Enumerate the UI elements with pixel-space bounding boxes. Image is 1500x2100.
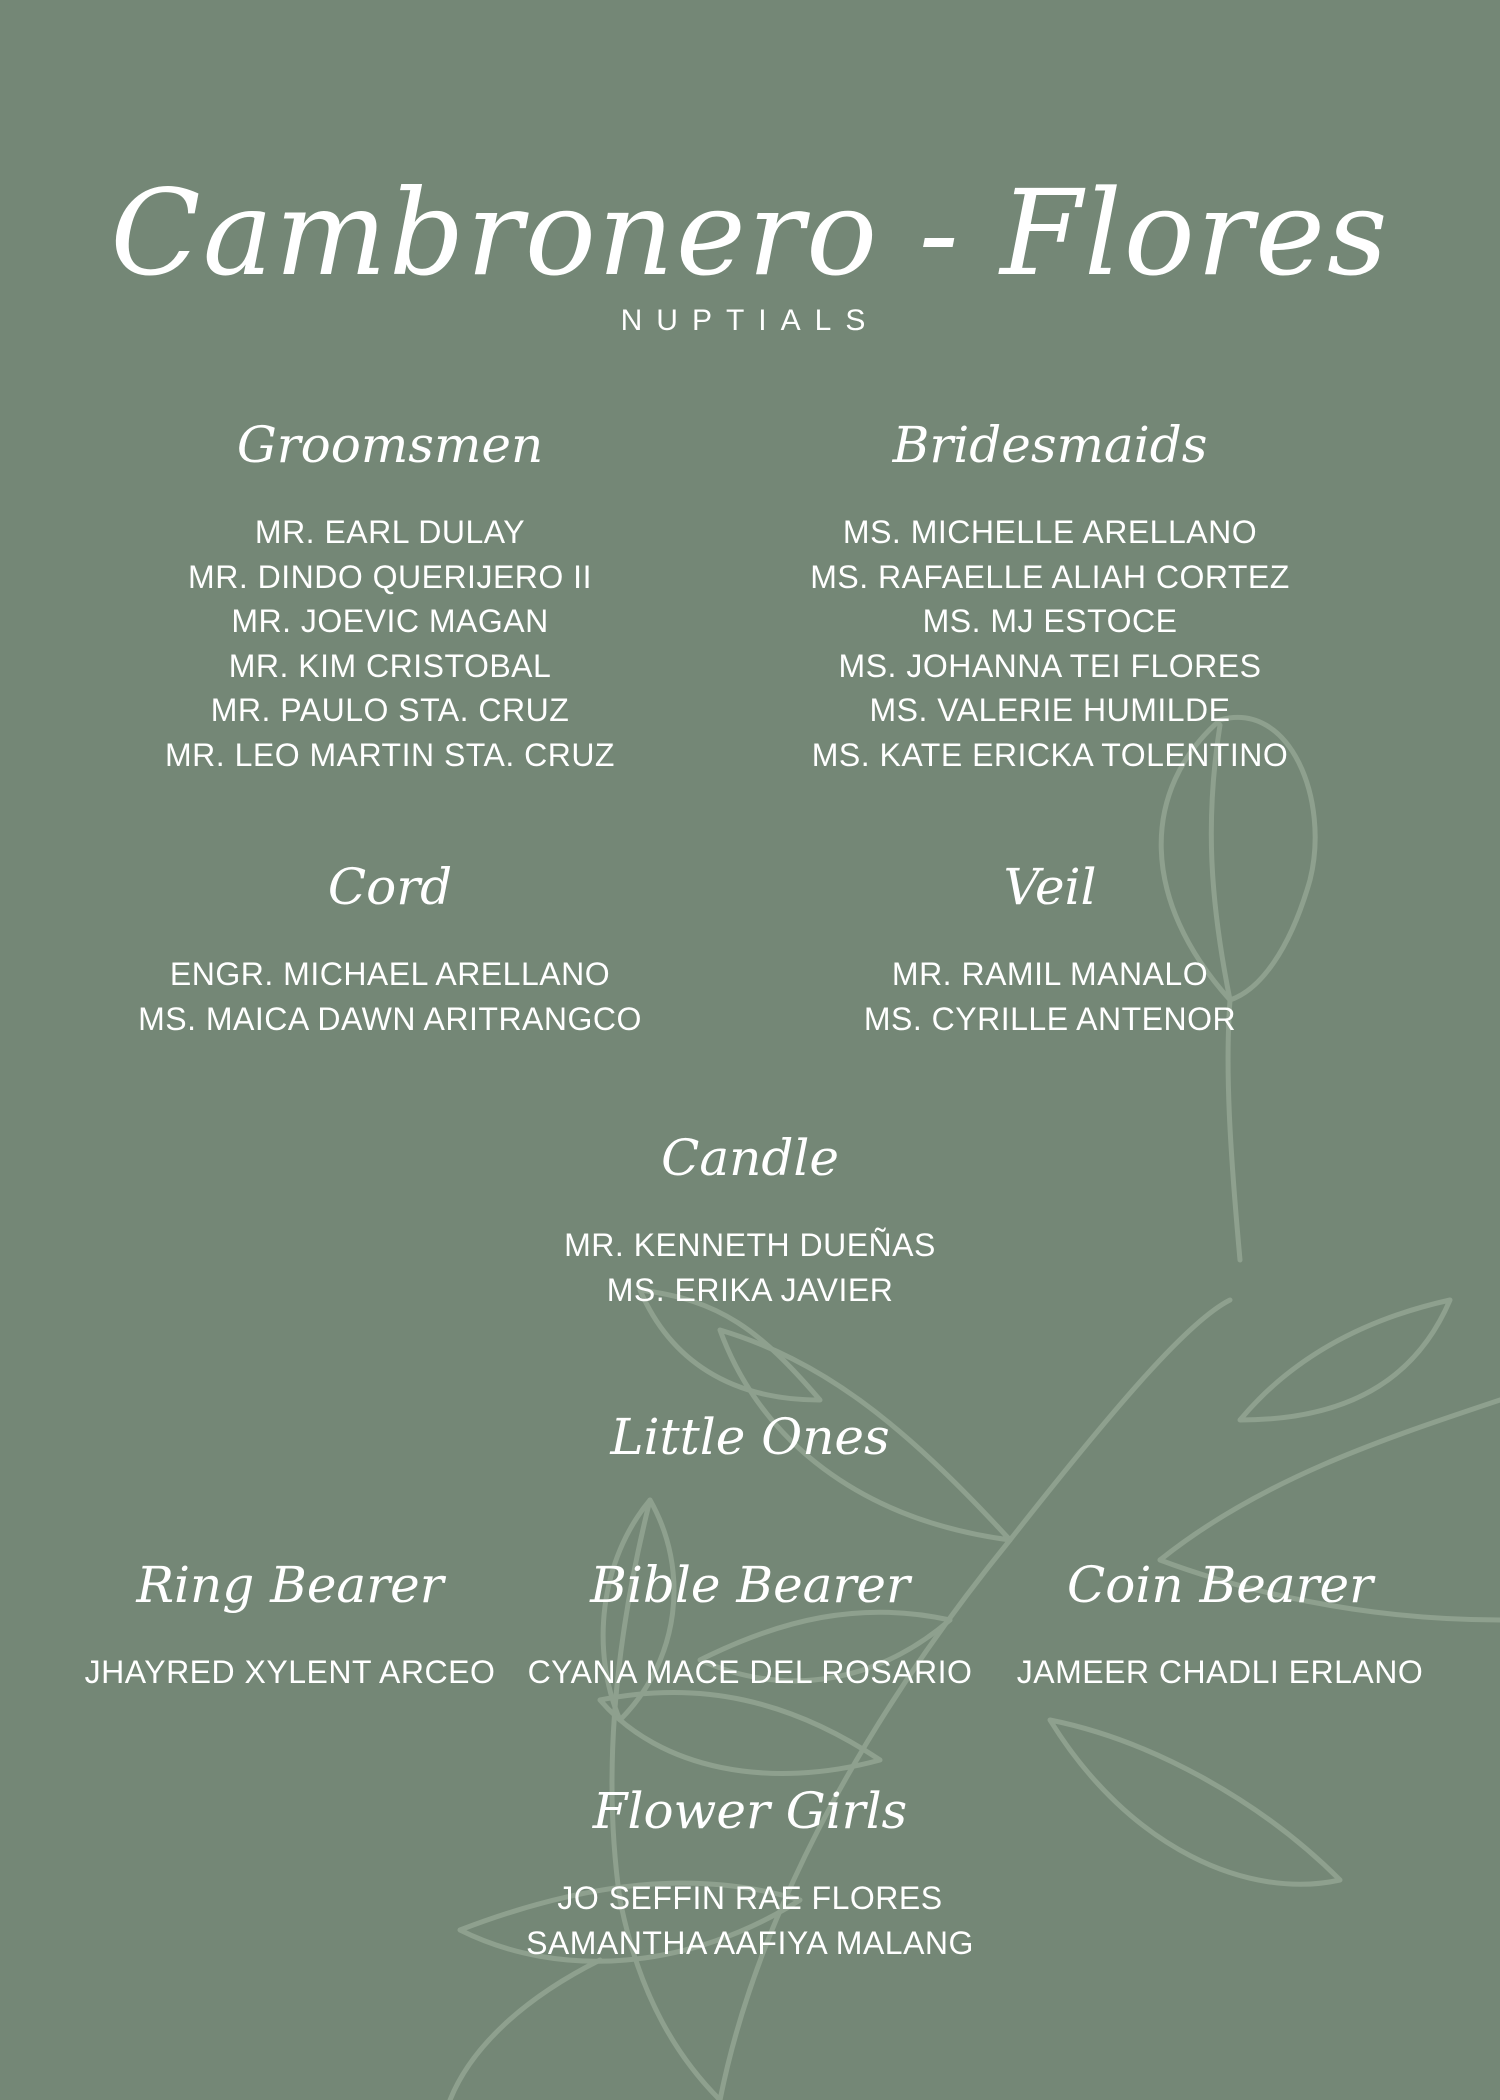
- veil-heading: Veil: [1003, 858, 1097, 916]
- bridesmaid-name: MS. VALERIE HUMILDE: [869, 692, 1231, 728]
- ring-bearer-heading: Ring Bearer: [136, 1556, 444, 1614]
- coin-bearer-name: JAMEER CHADLI ERLANO: [1016, 1654, 1424, 1690]
- veil-sponsor-name: MS. CYRILLE ANTENOR: [863, 1000, 1237, 1037]
- bridesmaid-name: MS. KATE ERICKA TOLENTINO: [811, 736, 1289, 773]
- leaf-right: [1160, 1400, 1500, 1560]
- candle-sponsor-name: MR. KENNETH DUEÑAS: [564, 1227, 936, 1263]
- little-ones-section: [300, 1408, 1200, 1502]
- groomsmen-list: [90, 510, 690, 777]
- bridesmaid-name: MS. MICHELLE ARELLANO: [842, 514, 1258, 550]
- groomsmen-heading: Groomsmen: [236, 416, 544, 474]
- ring-bearer-name: JHAYRED XYLENT ARCEO: [84, 1654, 496, 1690]
- couple-title: Cambronero - Flores: [110, 164, 1390, 303]
- flower-girl-name: SAMANTHA AAFIYA MALANG: [526, 1924, 974, 1961]
- groomsman-name: MR. EARL DULAY: [254, 514, 526, 550]
- ring-bearer-section: [60, 1556, 520, 1695]
- bridesmaid-name: MS. MJ ESTOCE: [922, 603, 1178, 639]
- bridesmaids-list: [750, 510, 1350, 777]
- groomsman-name: MR. LEO MARTIN STA. CRUZ: [165, 736, 615, 773]
- groomsman-name: MR. KIM CRISTOBAL: [228, 647, 552, 684]
- groomsman-name: MR. DINDO QUERIJERO II: [188, 558, 592, 595]
- bridesmaids-section: [750, 416, 1350, 777]
- candle-list: [300, 1223, 1200, 1312]
- leaf-left-top: [600, 1693, 880, 1774]
- cord-list: [90, 952, 690, 1041]
- flower-girl-name: JO SEFFIN RAE FLORES: [557, 1880, 943, 1916]
- bridesmaid-name: MS. JOHANNA TEI FLORES: [838, 647, 1262, 684]
- leaf-upper-right: [1240, 1300, 1450, 1420]
- cord-heading: Cord: [327, 858, 453, 916]
- cord-sponsor-name: ENGR. MICHAEL ARELLANO: [169, 956, 611, 992]
- candle-section: [300, 1129, 1200, 1312]
- nuptials-subtitle: NUPTIALS: [620, 304, 880, 337]
- bridesmaid-name: MS. RAFAELLE ALIAH CORTEZ: [810, 558, 1290, 595]
- coin-bearer-heading: Coin Bearer: [1067, 1556, 1373, 1614]
- groomsman-name: MR. PAULO STA. CRUZ: [210, 692, 570, 728]
- flower-girls-list: [300, 1876, 1200, 1965]
- bible-bearer-section: [510, 1556, 990, 1695]
- cord-sponsor-name: MS. MAICA DAWN ARITRANGCO: [138, 1000, 642, 1037]
- bible-bearer-name: CYANA MACE DEL ROSARIO: [527, 1654, 973, 1690]
- candle-sponsor-name: MS. ERIKA JAVIER: [606, 1271, 894, 1308]
- little-ones-heading: Little Ones: [610, 1408, 890, 1466]
- cord-section: [90, 858, 690, 1041]
- bible-bearer-heading: Bible Bearer: [590, 1556, 910, 1614]
- coin-bearer-section: [990, 1556, 1450, 1695]
- groomsman-name: MR. JOEVIC MAGAN: [231, 603, 549, 639]
- leaf-bottom-left: [450, 1960, 600, 2100]
- veil-list: [750, 952, 1350, 1041]
- flower-girls-section: [300, 1782, 1200, 1965]
- veil-section: [750, 858, 1350, 1041]
- groomsmen-section: [90, 416, 690, 777]
- veil-sponsor-name: MR. RAMIL MANALO: [891, 956, 1209, 992]
- flower-girls-heading: Flower Girls: [592, 1782, 908, 1840]
- bridesmaids-heading: Bridesmaids: [892, 416, 1208, 474]
- candle-heading: Candle: [661, 1129, 839, 1187]
